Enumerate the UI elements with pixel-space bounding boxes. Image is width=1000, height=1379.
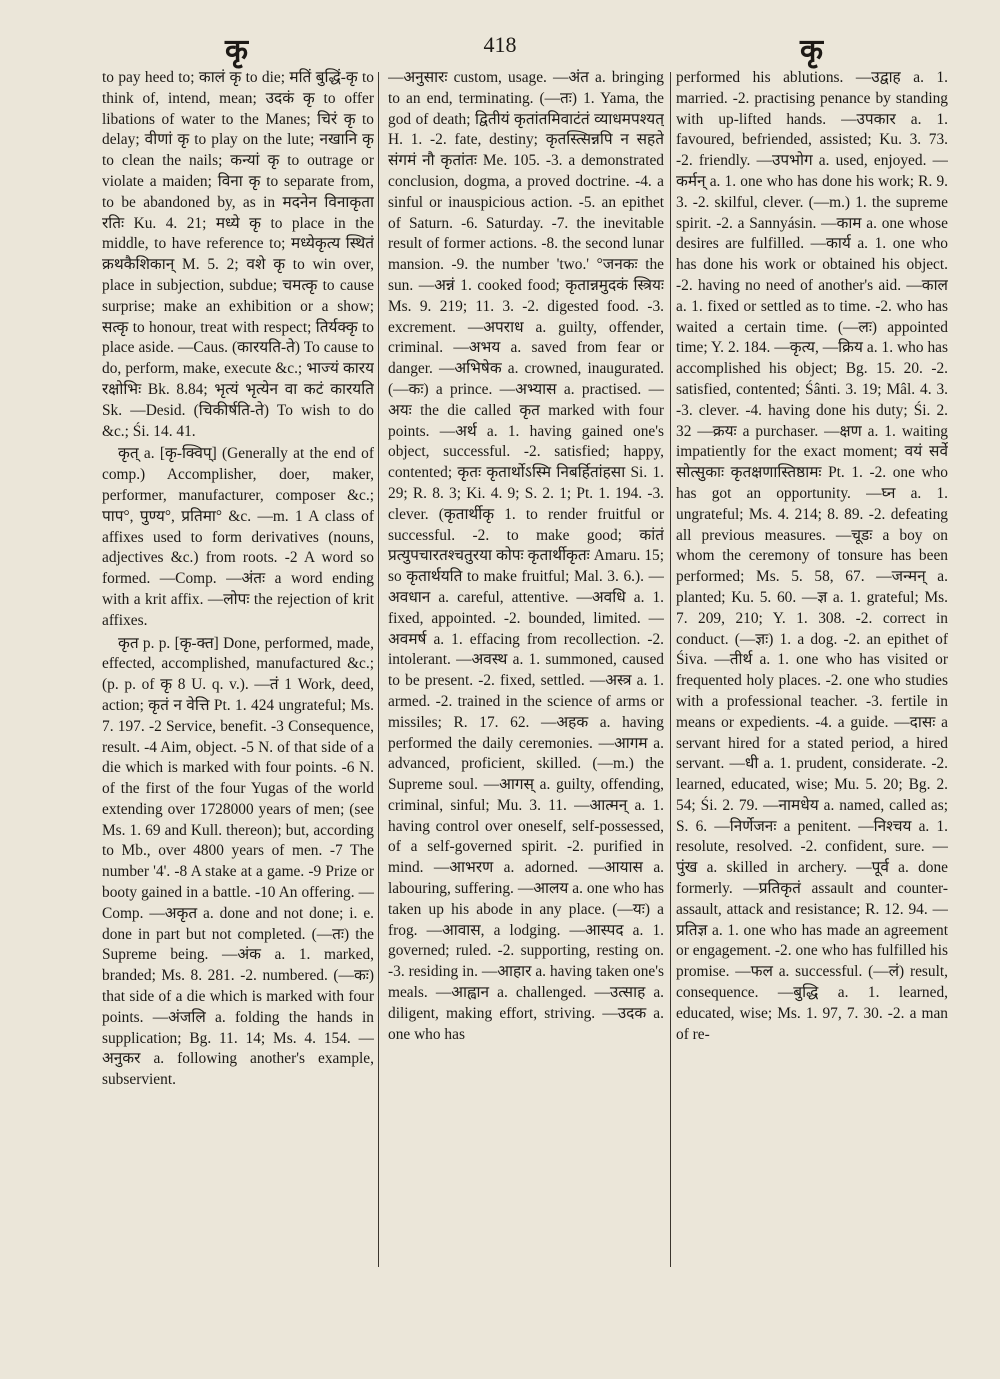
column-left: [102, 68, 374, 1268]
entry-continuation: performed his ablutions. —उद्वाह a. 1. married. -2. practising penance by standing with up-lifted hands. —उपकार a. 1. favoured, befriended, assisted; Ku. 3. 73. -2. friendly. —उपभोग a. used, enjoyed. —कर्मन् a. 1. one who has done his work; R. 9. 3. -2. skilful, clever. (—m.) 1. the supreme spirit. -2. a Sannyásin. —काम a. one whose desires are fulfilled. —कार्य a. 1. one who has done his work or obtained his object. -2. having no need of another's aid. —काल a. 1. fixed or settled as to time. -2. who has waited a certain time. (—लः) appointed time; Y. 2. 184. —कृत्य, —क्रिय a. 1. who has accomplished his object; Bg. 15. 20. -2. satisfied, contented; Śânti. 3. 19; Mâl. 4. 3. -3. clever. -4. having done his duty; Śi. 2. 32 —क्रयः a purchaser. —क्षण a. 1. waiting impatiently for the exact moment; वयं सर्वे सोत्सुकाः कृतक्षणास्तिष्ठामः Pt. 1. -2. one who has got an opportunity. —घ्न a. 1. ungrateful; Ms. 4. 214; 8. 89. -2. defeating all previous measures. —चूडः a boy on whom the ceremony of tonsure has been performed; Ms. 5. 58, 67. —जन्मन् a. planted; Ku. 5. 60. —ज्ञ a. 1. grateful; Ms. 7. 209, 210; Y. 1. 308. -2. correct in conduct. (—ज्ञः) 1. a dog. -2. an epithet of Śiva. —तीर्थ a. 1. one who has visited or frequented holy places. -2. one who studies with a professional teacher. -3. fertile in means or expedients. -4. a guide. —दासः a servant hired for a stated period, a hired servant. —धी a. 1. prudent, considerate. -2. learned, educated, wise; Mu. 5. 20; Bg. 2. 54; Śi. 2. 79. —नामधेय a. named, called as; S. 6. —निर्णेजनः a penitent. —निश्चय a. 1. resolute, resolved. -2. confident, sure. —पुंख a. skilled in archery. —पूर्व a. done formerly. —प्रतिकृतं assault and counter-assault, attack and resistance; R. 12. 94. —प्रतिज्ञ a. 1. one who has made an agreement or engagement. -2. one who has fulfilled his promise. —फल a. successful. (—लं) result, consequence. —बुद्धि a. 1. learned, educated, wise; Ms. 1. 97, 7. 30. -2. a man of re-: [676, 69, 948, 1043]
column-middle: [388, 68, 664, 1268]
column-divider: [670, 72, 671, 1267]
dictionary-entry: कृत् a. [कृ-क्विप्] (Generally at the end of comp.) Accomplisher, doer, maker, performer, manufacturer, composer &c.; पाप°, पुण्य°, प्रतिमा° &c. —m. 1 A class of affixes used to form derivatives (nouns, adjectives &c.) from roots. -2 A word so formed. —Comp. —अंतः a word ending with a krit affix. —लोपः the rejection of krit affixes.: [102, 445, 374, 629]
page-number: 418: [483, 32, 517, 57]
entry-continuation: to pay heed to; कालं कृ to die; मतिं बुद्धिं-कृ to think of, intend, mean; उदकं कृ to offer libations of water to the Manes; चिरं कृ to delay; वीणां कृ to play on the lute; नखानि कृ to clean the nails; कन्यां कृ to outrage or violate a maiden; विना कृ to separate from, to be abandoned by, as in मदनेन विनाकृता रतिः Ku. 4. 21; मध्ये कृ to place in the middle, to have reference to; मध्येकृत्य स्थितं क्रथकैशिकान् M. 5. 2; वशे कृ to win over, place in subjection, subdue; चमत्कृ to cause surprise; make an exhibition or a show; सत्कृ to honour, treat with respect; तिर्यक्कृ to place aside. —Caus. (कारयति-ते) To cause to do, perform, make, execute &c.; भाज्यं कारय रक्षोभिः Bk. 8.84; भृत्यं भृत्येन वा कटं कारयति Sk. —Desid. (चिकीर्षति-ते) To wish to do &c.; Śi. 14. 41.: [102, 69, 374, 440]
column-right: [676, 68, 948, 1278]
column-divider: [378, 72, 379, 1267]
entry-continuation: —अनुसारः custom, usage. —अंत a. bringing to an end, terminating. (—तः) 1. Yama, the god of death; द्वितीयं कृतांतमिवाटंतं व्याधमपश्यत् H. 1. -2. fate, destiny; कृतस्त्सिन्नपि न सहते संगमं नौ कृतांतः Me. 105. -3. a demonstrated conclusion, dogma, a proved doctrine. -4. a sinful or inauspicious action. -5. an epithet of Saturn. -6. Saturday. -7. the inevitable result of former actions. -8. the second lunar mansion. -9. the number 'two.' °जनकः the sun. —अन्नं 1. cooked food; कृतान्नमुदकं स्त्रियः Ms. 9. 219; 11. 3. -2. digested food. -3. excrement. —अपराध a. guilty, offender, criminal. —अभय a. saved from fear or danger. —अभिषेक a. crowned, inaugurated. (—कः) a prince. —अभ्यास a. practised. —अयः the die called कृत marked with four points. —अर्थ a. 1. having gained one's object, successful. -2. satisfied; happy, contented; कृतः कृतार्थोऽस्मि निबर्हितांहसा Si. 1. 29; R. 8. 3; Ki. 4. 9; S. 2. 1; Pt. 1. 194. -3. clever. (कृतार्थीकृ 1. to render fruitful or successful. -2. to make good; कांतं प्रत्युपचारतश्चतुरया कोपः कृतार्थीकृतः Amaru. 15; so कृतार्थयति to make fruitful; Mal. 3. 6.). —अवधान a. careful, attentive. —अवधि a. 1. fixed, appointed. -2. bounded, limited. —अवमर्ष a. 1. effacing from recollection. -2. intolerant. —अवस्थ a. 1. summoned, caused to be present. -2. fixed, settled. —अस्त्र a. 1. armed. -2. trained in the science of arms or missiles; R. 17. 62. —अहक a. having performed the daily ceremonies. —आगम a. advanced, proficient, skilled. (—m.) the Supreme soul. —आगस् a. guilty, offending, criminal, sinful; Mu. 3. 11. —आत्मन् a. 1. having control over oneself, self-possessed, of a self-governed spirit. -2. purified in mind. —आभरण a. adorned. —आयास a. labouring, suffering. —आलय a. one who has taken up his abode in any place. (—यः) a frog. —आवास, a lodging. —आस्पद a. 1. governed; ruled. -2. supporting, resting on. -3. residing in. —आहार a. having taken one's meals. —आह्वान a. challenged. —उत्साह a. diligent, making effort, striving. —उदक a. one who has: [388, 69, 664, 1043]
left-running-headword: कृ: [225, 34, 249, 67]
page-header: [0, 24, 1000, 68]
dictionary-entry: कृत p. p. [कृ-क्त] Done, performed, made, effected, accomplished, manufactured &c.; (p. p. of कृ 8 U. q. v.). —तं 1 Work, deed, action; कृतं न वेत्ति Pt. 1. 424 ungrateful; Ms. 7. 197. -2 Service, benefit. -3 Consequence, result. -4 Aim, object. -5 N. of that side of a die which is marked with four points. -6 N. of the first of the four Yugas of the world extending over 1728000 years of men; (see Ms. 1. 69 and Kull. thereon); but, according to Mb., over 4800 years of men. -7 The number '4'. -8 A stake at a game. -9 Prize or booty gained in a battle. -10 An offering. —Comp. —अकृत a. done and not done; i. e. done in part but not completed. (—तः) the Supreme being. —अंक a. 1. marked, branded; Ms. 8. 281. -2. numbered. (—कः) that side of a die which is marked with four points. —अंजलि a. folding the hands in supplication; Bg. 11. 14; Ms. 4. 154. —अनुकर a. following another's example, subservient.: [102, 634, 374, 1089]
right-running-headword: कृ: [800, 34, 824, 67]
